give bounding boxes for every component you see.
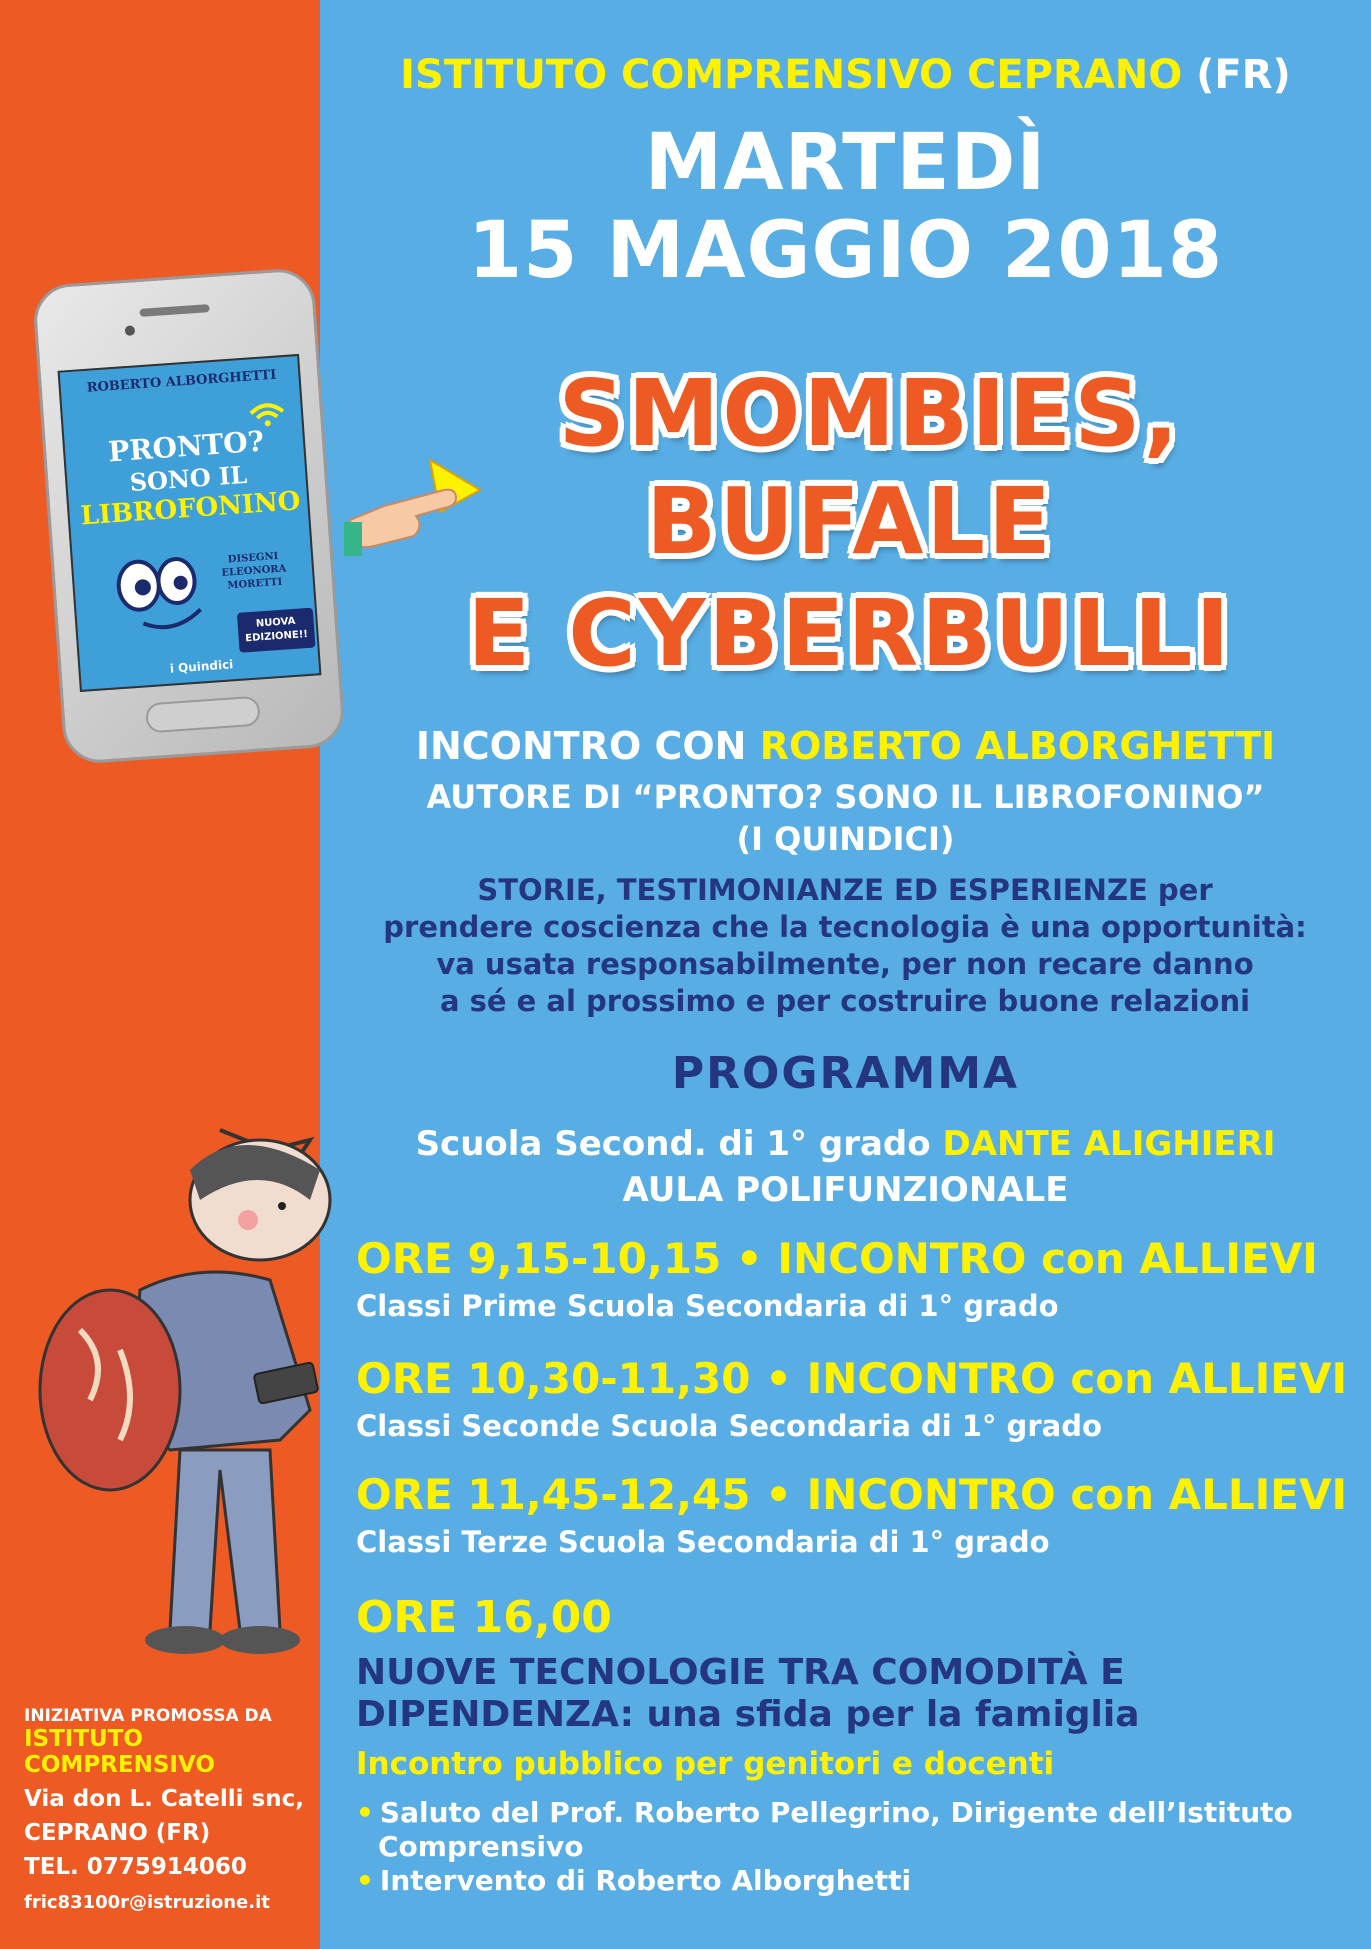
book-title-line-3: LIBROFONINO [79,486,302,532]
promoter-name-line-1: ISTITUTO [24,1726,143,1752]
description-line-2: prendere coscienza che la tecnologia è una opportunità: [383,910,1307,944]
promoter-name [24,1726,314,1778]
evening-time: ORE 16,00 [356,1592,612,1643]
room-line: AULA POLIFUNZIONALE [622,1170,1069,1210]
main-title-line-1: SMOMBIES, [558,360,1182,467]
list-item-text: Saluto del Prof. Roberto Pellegrino, Dirigente dell’Istituto [379,1796,1293,1829]
author-of-line: AUTORE DI “PRONTO? SONO IL LIBROFONINO” [426,778,1265,816]
event-date: 15 MAGGIO 2018 [467,206,1224,296]
description-line-1-rest: per [1147,873,1213,907]
school-line [320,1124,1371,1164]
program-heading: PROGRAMMA [671,1048,1020,1099]
phone-book-cover-illustration [32,267,347,766]
evening-title-line-1 [356,1652,1140,1694]
public-meeting-line: Incontro pubblico per genitori e docenti [356,1746,1055,1782]
institute-province: (FR) [1182,52,1291,98]
bullet-icon: • [356,1864,374,1897]
book-author: ROBERTO ALBORGHETTI [86,367,277,396]
promoter-phone: TEL. 0775914060 [24,1854,247,1880]
book-cover [58,354,322,692]
institute-name: ISTITUTO COMPRENSIVO CEPRANO [400,52,1183,98]
description-line-3: va usata responsabilmente, per non recare danno [436,947,1254,981]
evening-title-rest-2: una sfida per la famiglia [634,1694,1140,1735]
cartoon-face-icon [109,553,214,640]
slot-classes: Classi Prime Scuola Secondaria di 1° grado [356,1289,1059,1323]
bullet-icon: • [356,1796,374,1829]
promoter-city: CEPRANO (FR) [24,1820,211,1846]
promoter-name-line-2: COMPRENSIVO [24,1752,215,1778]
slot-time: ORE 9,15-10,15 • INCONTRO con ALLIEVI [356,1234,1318,1283]
slot-time: ORE 11,45-12,45 • INCONTRO con ALLIEVI [356,1470,1348,1519]
evening-title-highlight-1: NUOVE TECNOLOGIE [356,1652,767,1693]
book-publisher: i Quindici [169,657,234,676]
evening-title-line-2 [356,1694,1140,1736]
schedule-slot [356,1354,1356,1443]
main-title-line-2: BUFALE [646,468,1054,575]
list-item [356,1796,1293,1830]
slot-classes: Classi Seconde Scuola Secondaria di 1° grado [356,1409,1102,1443]
event-day: MARTEDÌ [644,118,1047,208]
book-title-line-2: SONO IL [128,459,249,498]
description-highlight: STORIE, TESTIMONIANZE ED ESPERIENZE [477,873,1148,907]
list-item-continuation: Comprensivo [378,1830,584,1863]
promoter-address: Via don L. Catelli snc, [24,1786,304,1812]
institute-heading [320,52,1371,98]
list-item [356,1864,1293,1898]
promoter-email: fric83100r@istruzione.it [24,1892,270,1913]
book-illustrator: DISEGNI ELEONORA MORETTI [221,550,287,592]
promoter-label: INIZIATIVA PROMOSSA DA [24,1706,272,1726]
meeting-heading [320,724,1371,768]
slot-classes: Classi Terze Scuola Secondaria di 1° grado [356,1525,1050,1559]
schedule-slot [356,1234,1356,1323]
schedule-slot [356,1470,1356,1559]
description-line-4: a sé e al prossimo e per costruire buone relazioni [439,984,1251,1018]
slot-time: ORE 10,30-11,30 • INCONTRO con ALLIEVI [356,1354,1348,1403]
book-title-line-1: PRONTO? [107,424,266,469]
description-line-1 [340,872,1350,909]
promoter-info [24,1706,314,1913]
list-item-text: Intervento di Roberto Alborghetti [379,1864,912,1897]
main-title-line-3: E CYBERBULLI [467,580,1233,687]
evening-title [356,1652,1140,1736]
meeting-prefix: INCONTRO CON [415,724,760,768]
publisher-line: (I QUINDICI) [736,820,955,858]
school-name: DANTE ALIGHIERI [942,1124,1276,1164]
school-prefix: Scuola Second. di 1° grado [415,1124,943,1164]
new-edition-badge: NUOVA EDIZIONE!! [237,608,316,653]
evening-title-rest-1: TRA COMODITÀ E [766,1652,1125,1693]
boy-with-phone-illustration [20,1110,340,1670]
evening-title-highlight-2: DIPENDENZA: [356,1694,635,1735]
meeting-author: ROBERTO ALBORGHETTI [759,724,1276,768]
speaker-list [356,1796,1293,1898]
promoter-address-block [24,1782,314,1884]
description-block [340,872,1350,1020]
